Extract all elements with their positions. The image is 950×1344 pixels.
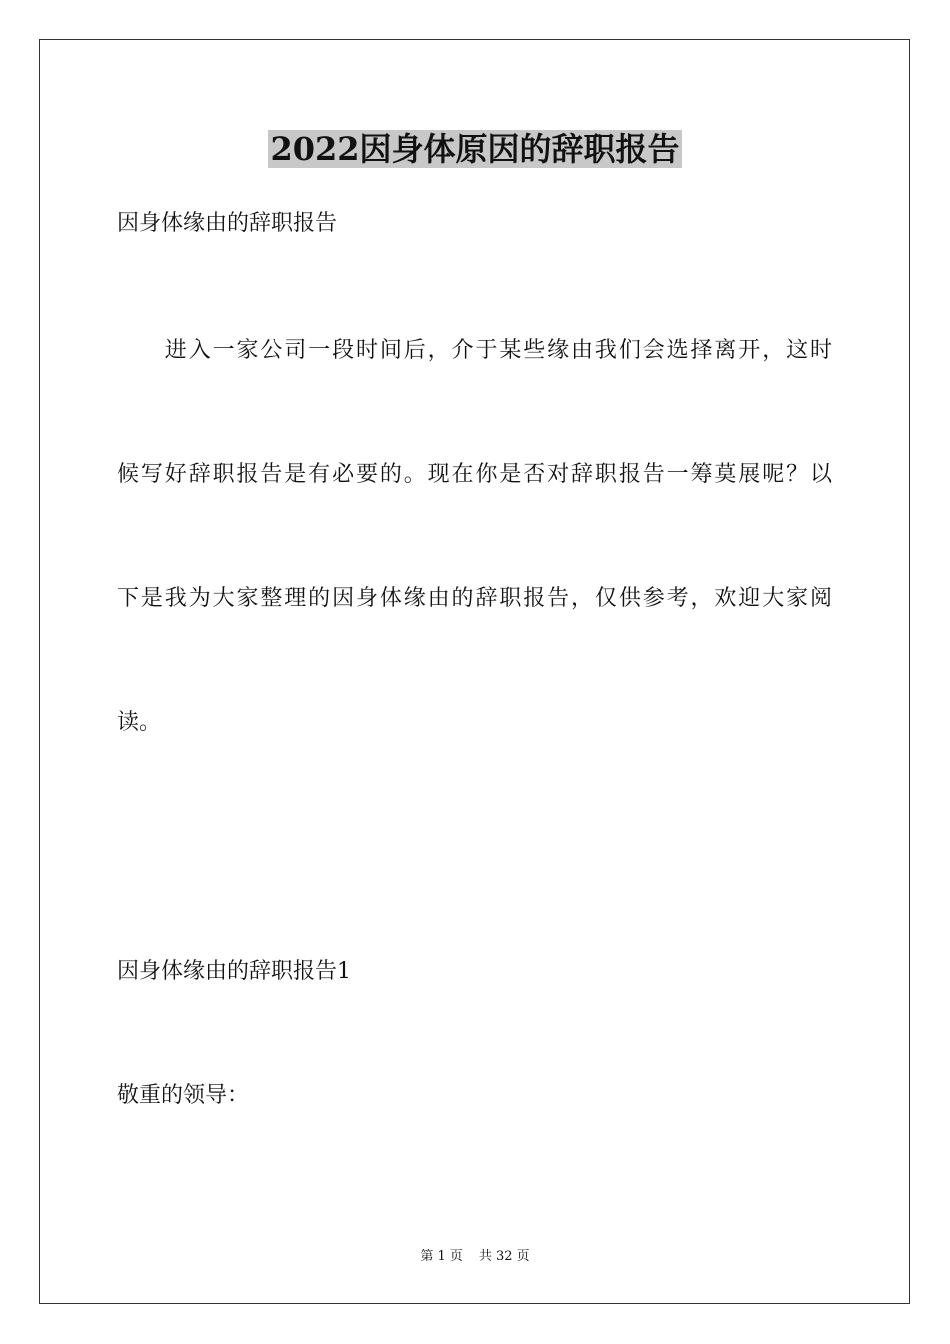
paragraph-line: 下是我为大家整理的因身体缘由的辞职报告，仅供参考，欢迎大家阅 [117, 586, 832, 611]
paragraph-line: 候写好辞职报告是有必要的。现在你是否对辞职报告一筹莫展呢？以 [117, 462, 832, 487]
section-heading: 因身体缘由的辞职报告1 [117, 959, 351, 984]
salutation: 敬重的领导： [117, 1083, 250, 1108]
page-number: 第 1 页 [420, 1249, 463, 1264]
document-title [0, 127, 950, 171]
paragraph-line: 读。 [117, 710, 162, 735]
page-footer [0, 1248, 950, 1266]
document-title-text: 2022因身体原因的辞职报告 [270, 130, 680, 168]
page-total: 共 32 页 [478, 1249, 530, 1264]
paragraph-line: 进入一家公司一段时间后，介于某些缘由我们会选择离开，这时 [117, 338, 832, 363]
document-subtitle: 因身体缘由的辞职报告 [117, 211, 338, 236]
